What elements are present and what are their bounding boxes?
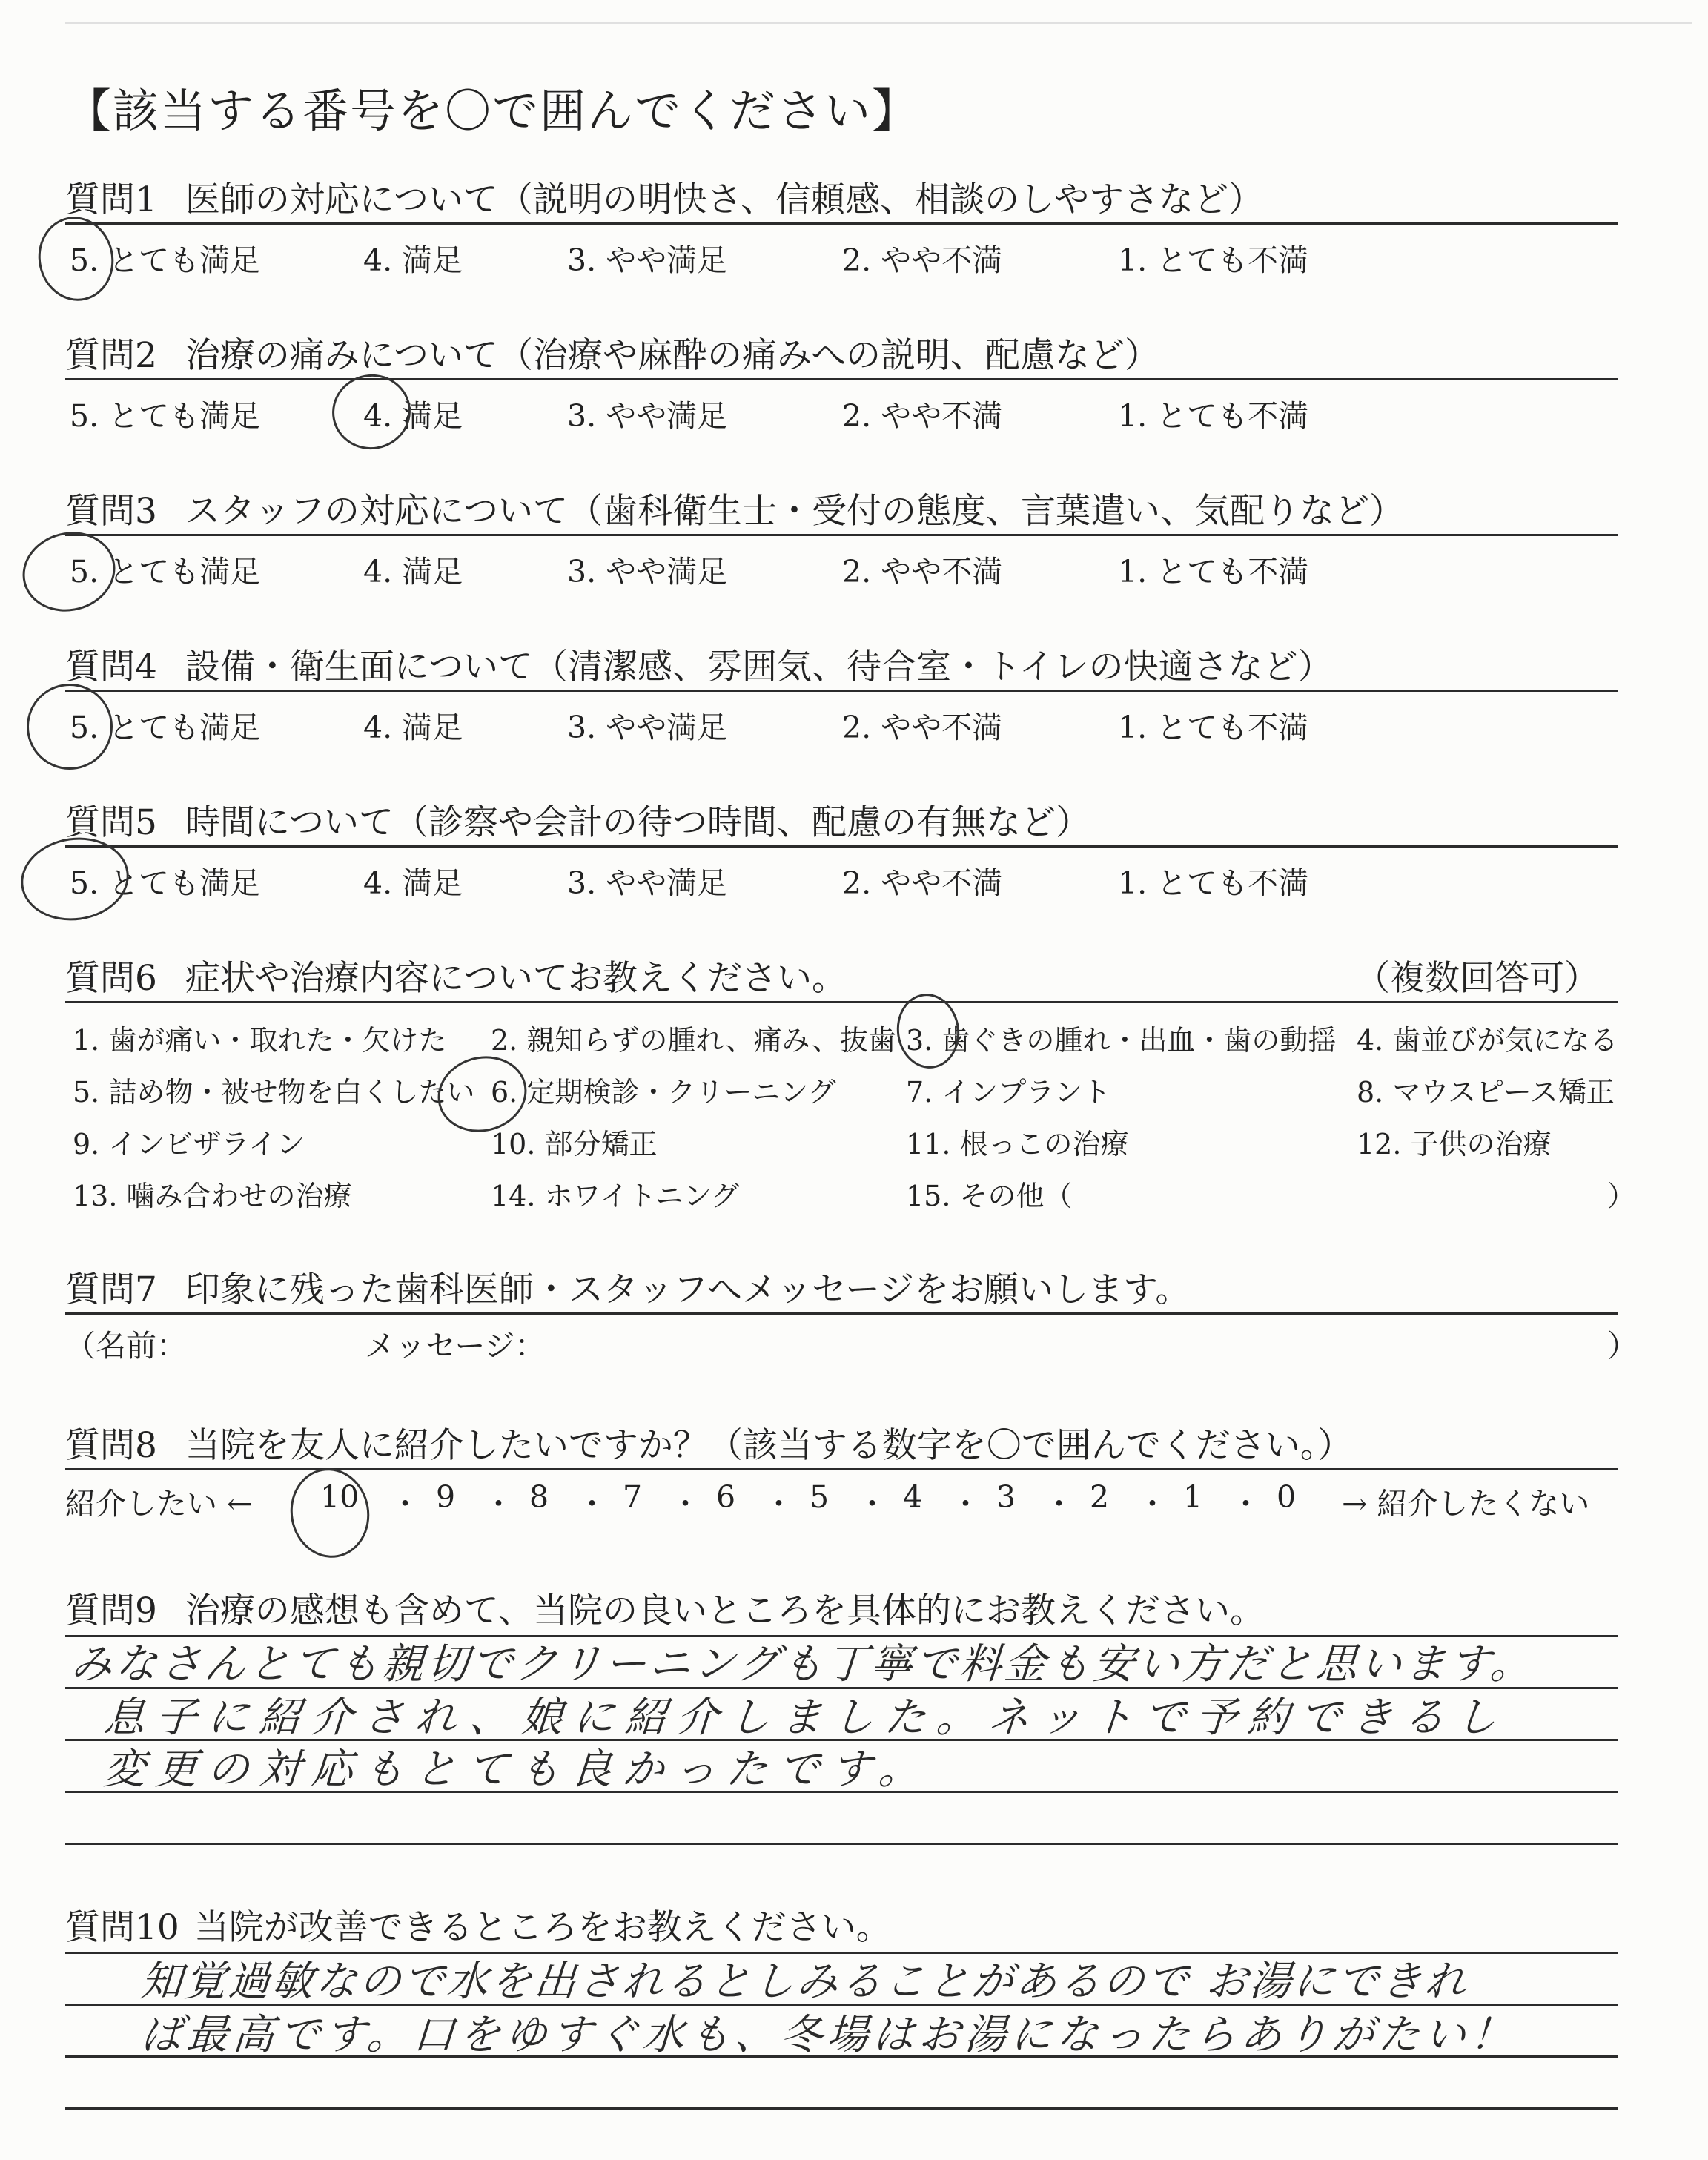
q10-answer-line-1: 知覚過敏なので水を出されるとしみることがあるので お湯にできれ bbox=[139, 1958, 1470, 2006]
q6-option-13[interactable]: 13. 噛み合わせの治療 bbox=[73, 1180, 352, 1212]
page-heading: 【該当する番号を〇で囲んでください】 bbox=[65, 84, 920, 138]
scale-separator: ・ bbox=[390, 1486, 420, 1522]
name-label: （名前： bbox=[65, 1328, 187, 1364]
q3-option-2[interactable]: 2. やや不満 bbox=[842, 554, 1003, 589]
q5-option-3[interactable]: 3. やや満足 bbox=[567, 865, 728, 901]
q4-option-5[interactable]: 5. とても満足 bbox=[70, 710, 261, 745]
question-label: 質問9 bbox=[65, 1591, 157, 1631]
q6-option-8[interactable]: 8. マウスピース矯正 bbox=[1357, 1076, 1615, 1109]
question-text: 印象に残った歯科医師・スタッフへメッセージをお願いします。 bbox=[185, 1269, 1191, 1310]
answer-line bbox=[65, 1312, 1618, 1315]
q5-option-2[interactable]: 2. やや不満 bbox=[842, 865, 1003, 901]
scale-separator: ・ bbox=[1044, 1486, 1074, 1522]
q6-other-close-paren: ） bbox=[1607, 1180, 1636, 1212]
question-label: 質問6 bbox=[65, 958, 157, 999]
q6-option-1[interactable]: 1. 歯が痛い・取れた・欠けた bbox=[73, 1024, 447, 1057]
question-label: 質問3 bbox=[65, 491, 157, 532]
q6-option-4[interactable]: 4. 歯並びが気になる bbox=[1357, 1024, 1618, 1057]
question-text: 当院が改善できるところをお教えください。 bbox=[193, 1907, 891, 1948]
question-9 bbox=[65, 1583, 1265, 1633]
scale-separator: ・ bbox=[857, 1486, 887, 1522]
recommend-right-label: → 紹介したくない bbox=[1342, 1486, 1590, 1522]
q6-option-5[interactable]: 5. 詰め物・被せ物を白くしたい bbox=[73, 1076, 475, 1109]
q1-option-1[interactable]: 1. とても不満 bbox=[1118, 242, 1309, 278]
question-text: 症状や治療内容についてお教えください。 bbox=[185, 958, 847, 999]
q4-option-2[interactable]: 2. やや不満 bbox=[842, 710, 1003, 745]
scale-separator: ・ bbox=[1231, 1486, 1261, 1522]
scale-separator: ・ bbox=[670, 1486, 701, 1522]
multiple-answers-note: （複数回答可） bbox=[1355, 958, 1599, 999]
score-7[interactable]: 7 bbox=[623, 1479, 643, 1515]
q6-option-7[interactable]: 7. インプラント bbox=[906, 1076, 1111, 1109]
q5-option-4[interactable]: 4. 満足 bbox=[363, 865, 463, 901]
q1-option-4[interactable]: 4. 満足 bbox=[363, 242, 463, 278]
score-6[interactable]: 6 bbox=[716, 1479, 736, 1515]
score-2[interactable]: 2 bbox=[1090, 1479, 1110, 1515]
question-text: 設備・衛生面について（清潔感、雰囲気、待合室・トイレの快適さなど） bbox=[185, 647, 1333, 687]
scale-separator: ・ bbox=[950, 1486, 981, 1522]
score-3[interactable]: 3 bbox=[996, 1479, 1016, 1515]
question-label: 質問8 bbox=[65, 1425, 157, 1466]
question-10 bbox=[65, 1900, 891, 1949]
question-6 bbox=[65, 951, 847, 1000]
recommend-left-label: 紹介したい ← bbox=[65, 1486, 253, 1522]
q1-option-3[interactable]: 3. やや満足 bbox=[567, 242, 728, 278]
score-9[interactable]: 9 bbox=[436, 1479, 456, 1515]
question-label: 質問10 bbox=[65, 1907, 179, 1948]
answer-line bbox=[65, 222, 1618, 225]
question-8 bbox=[65, 1418, 1352, 1467]
q6-option-14[interactable]: 14. ホワイトニング bbox=[491, 1180, 740, 1212]
question-label: 質問7 bbox=[65, 1269, 157, 1310]
question-label: 質問2 bbox=[65, 335, 157, 376]
q6-option-3[interactable]: 3. 歯ぐきの腫れ・出血・歯の動揺 bbox=[906, 1024, 1337, 1057]
answer-line bbox=[65, 378, 1618, 380]
question-label: 質問4 bbox=[65, 647, 157, 687]
question-1 bbox=[65, 172, 1263, 222]
message-label: メッセージ： bbox=[365, 1328, 546, 1364]
q3-option-3[interactable]: 3. やや満足 bbox=[567, 554, 728, 589]
q3-option-4[interactable]: 4. 満足 bbox=[363, 554, 463, 589]
q7-close-paren: ） bbox=[1607, 1328, 1638, 1364]
question-text: 治療の感想も含めて、当院の良いところを具体的にお教えください。 bbox=[185, 1591, 1265, 1631]
q4-option-4[interactable]: 4. 満足 bbox=[363, 710, 463, 745]
q6-option-15[interactable]: 15. その他（ bbox=[906, 1180, 1073, 1212]
question-3 bbox=[65, 483, 1404, 533]
question-text: 当院を友人に紹介したいですか？（該当する数字を〇で囲んでください。） bbox=[185, 1425, 1353, 1466]
question-text: 時間について（診察や会計の待つ時間、配慮の有無など） bbox=[185, 802, 1090, 843]
scale-separator: ・ bbox=[764, 1486, 794, 1522]
q4-option-1[interactable]: 1. とても不満 bbox=[1118, 710, 1309, 745]
q6-option-11[interactable]: 11. 根っこの治療 bbox=[906, 1128, 1129, 1160]
q1-option-5[interactable]: 5. とても満足 bbox=[70, 242, 261, 278]
question-2 bbox=[65, 328, 1159, 377]
answer-line bbox=[65, 2107, 1618, 2110]
scale-separator: ・ bbox=[577, 1486, 607, 1522]
q5-option-5[interactable]: 5. とても満足 bbox=[70, 865, 261, 901]
q5-option-1[interactable]: 1. とても不満 bbox=[1118, 865, 1309, 901]
q3-option-5[interactable]: 5. とても満足 bbox=[70, 554, 261, 589]
q9-answer-line-3: 変更の対応もとても良かったです。 bbox=[102, 1745, 933, 1794]
answer-line bbox=[65, 1001, 1618, 1003]
score-0[interactable]: 0 bbox=[1277, 1479, 1297, 1515]
scale-separator: ・ bbox=[1137, 1486, 1168, 1522]
q6-option-12[interactable]: 12. 子供の治療 bbox=[1357, 1128, 1552, 1160]
answer-line bbox=[65, 1843, 1618, 1845]
q2-option-5[interactable]: 5. とても満足 bbox=[70, 398, 261, 434]
q9-answer-line-1: みなさんとても親切でクリーニングも丁寧で料金も安い方だと思います。 bbox=[69, 1640, 1537, 1688]
selection-circle bbox=[283, 1462, 376, 1565]
question-text: スタッフの対応について（歯科衛生士・受付の態度、言葉遣い、気配りなど） bbox=[185, 491, 1404, 532]
question-7 bbox=[65, 1262, 1190, 1312]
question-text: 医師の対応について（説明の明快さ、信頼感、相談のしやすさなど） bbox=[185, 179, 1264, 220]
answer-line bbox=[65, 845, 1618, 848]
top-border bbox=[65, 22, 1692, 24]
score-10[interactable]: 10 bbox=[320, 1479, 360, 1515]
q6-option-10[interactable]: 10. 部分矯正 bbox=[491, 1128, 658, 1160]
selection-circle bbox=[326, 369, 417, 456]
question-4 bbox=[65, 639, 1333, 689]
q6-option-2[interactable]: 2. 親知らずの腫れ、痛み、抜歯 bbox=[491, 1024, 896, 1057]
selection-circle bbox=[14, 522, 124, 621]
q2-option-4[interactable]: 4. 満足 bbox=[363, 398, 463, 434]
scale-separator: ・ bbox=[483, 1486, 514, 1522]
q2-option-3[interactable]: 3. やや満足 bbox=[567, 398, 728, 434]
score-8[interactable]: 8 bbox=[529, 1479, 549, 1515]
q10-answer-line-2: ば最高です。口をゆすぐ水も、冬場はお湯になったらありがたい！ bbox=[139, 2011, 1518, 2059]
score-4[interactable]: 4 bbox=[903, 1479, 923, 1515]
answer-line bbox=[65, 690, 1618, 692]
score-1[interactable]: 1 bbox=[1183, 1479, 1203, 1515]
q3-option-1[interactable]: 1. とても不満 bbox=[1118, 554, 1309, 589]
q6-option-9[interactable]: 9. インビザライン bbox=[73, 1128, 305, 1160]
q6-option-6[interactable]: 6. 定期検診・クリーニング bbox=[491, 1076, 836, 1109]
question-5 bbox=[65, 795, 1090, 845]
question-label: 質問5 bbox=[65, 802, 157, 843]
answer-line bbox=[65, 1468, 1618, 1470]
q4-option-3[interactable]: 3. やや満足 bbox=[567, 710, 728, 745]
score-5[interactable]: 5 bbox=[810, 1479, 830, 1515]
answer-line bbox=[65, 534, 1618, 536]
question-text: 治療の痛みについて（治療や麻酔の痛みへの説明、配慮など） bbox=[185, 335, 1160, 376]
q2-option-2[interactable]: 2. やや不満 bbox=[842, 398, 1003, 434]
q9-answer-line-2: 息子に紹介され、娘に紹介しました。ネットで予約できるし bbox=[102, 1694, 1509, 1742]
question-label: 質問1 bbox=[65, 179, 157, 220]
q2-option-1[interactable]: 1. とても不満 bbox=[1118, 398, 1309, 434]
q1-option-2[interactable]: 2. やや不満 bbox=[842, 242, 1003, 278]
